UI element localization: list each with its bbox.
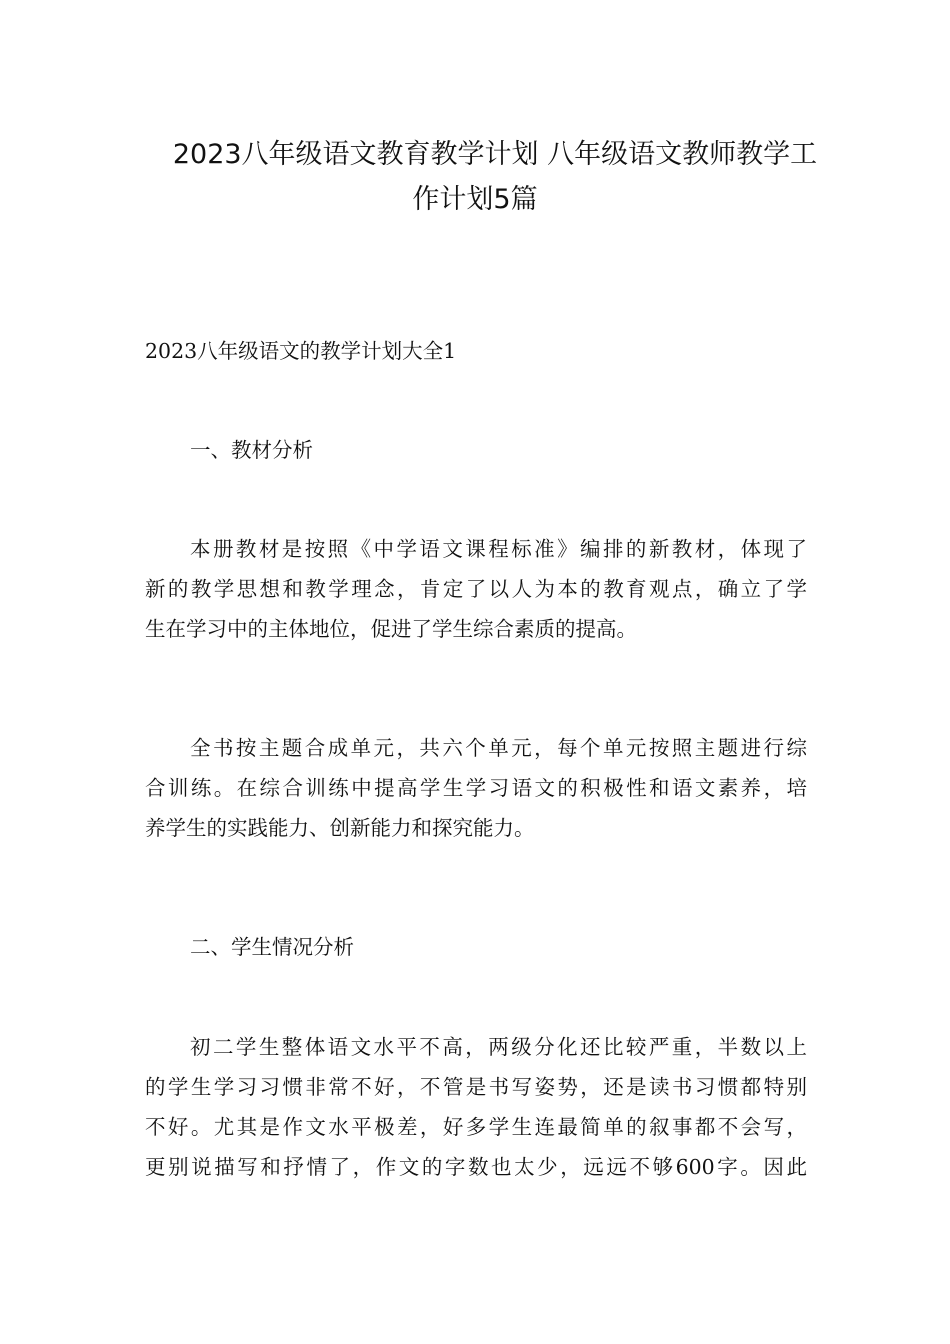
document-title-line-1: 2023八年级语文教育教学计划 八年级语文教师教学工 — [172, 139, 818, 170]
heading-textbook-analysis: 一、教材分析 — [190, 438, 313, 462]
paragraph-line: 养学生的实践能力、创新能力和探究能力。 — [145, 816, 535, 840]
paragraph-line: 生在学习中的主体地位，促进了学生综合素质的提高。 — [145, 617, 637, 641]
paragraph-book-structure — [145, 728, 807, 848]
paragraph-line: 全书按主题合成单元，共六个单元，每个单元按照主题进行综 — [190, 736, 807, 760]
paragraph-line: 的学生学习习惯非常不好，不管是书写姿势，还是读书习惯都特别 — [145, 1075, 807, 1099]
paragraph-line: 不好。尤其是作文水平极差，好多学生连最简单的叙事都不会写， — [145, 1115, 807, 1139]
section-title: 2023八年级语文的教学计划大全1 — [145, 339, 457, 363]
document-title-line-2: 作计划5篇 — [412, 184, 538, 215]
paragraph-student-analysis — [145, 1027, 807, 1187]
paragraph-textbook-analysis — [145, 529, 807, 649]
heading-student-analysis: 二、学生情况分析 — [190, 935, 354, 959]
paragraph-line: 初二学生整体语文水平不高，两级分化还比较严重，半数以上 — [190, 1035, 807, 1059]
paragraph-line: 新的教学思想和教学理念，肯定了以人为本的教育观点，确立了学 — [145, 577, 807, 601]
paragraph-line: 合训练。在综合训练中提高学生学习语文的积极性和语文素养，培 — [145, 776, 807, 800]
paragraph-line: 更别说描写和抒情了，作文的字数也太少，远远不够600字。因此 — [145, 1155, 807, 1179]
paragraph-line: 本册教材是按照《中学语文课程标准》编排的新教材，体现了 — [190, 537, 807, 561]
